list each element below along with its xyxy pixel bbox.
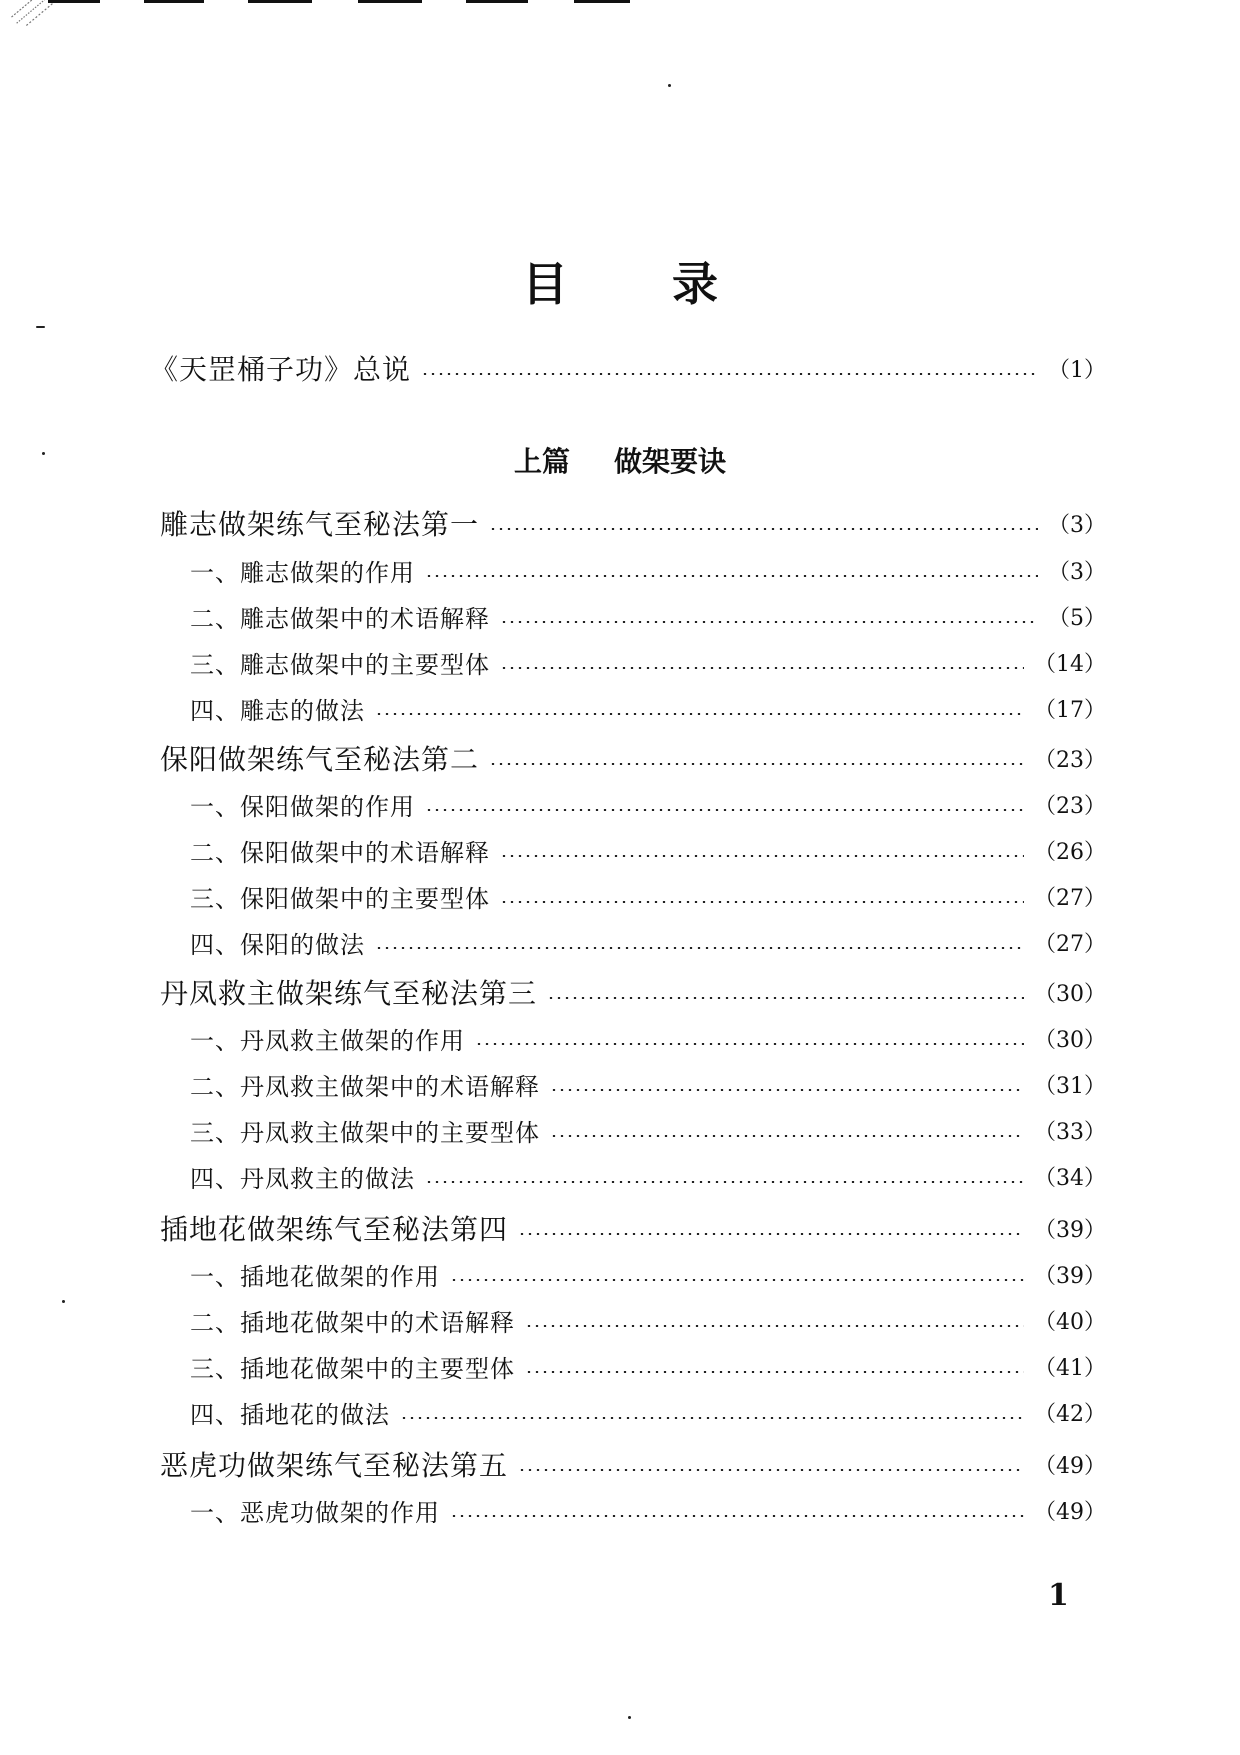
toc-entry-label: 丹凤救主做架练气至秘法第三 xyxy=(160,977,538,1010)
toc-entry-page: （17） xyxy=(1034,697,1106,723)
toc-chapter-entry[interactable] xyxy=(0,1208,1240,1248)
dot-leader xyxy=(547,997,1024,999)
top-rule-4 xyxy=(358,0,422,3)
dot-leader xyxy=(518,1469,1024,1471)
dot-leader xyxy=(450,1279,1024,1281)
toc-section-entry[interactable] xyxy=(0,688,1240,728)
toc-section-entry[interactable] xyxy=(0,1300,1240,1340)
toc-entry-label: 《天罡桶子功》总说 xyxy=(150,353,412,386)
toc-entry-page: （3） xyxy=(1048,512,1106,538)
dot-leader xyxy=(500,901,1024,903)
toc-section-entry[interactable] xyxy=(0,642,1240,682)
part-title: 做架要诀 xyxy=(614,445,727,478)
toc-section-entry[interactable] xyxy=(0,784,1240,824)
dot-leader xyxy=(500,667,1024,669)
title-char-1: 目 xyxy=(522,257,568,311)
dot-leader xyxy=(425,1181,1024,1183)
dot-leader xyxy=(550,1089,1024,1091)
toc-chapter-entry[interactable] xyxy=(0,503,1240,543)
toc-entry-label: 四、丹凤救主的做法 xyxy=(190,1164,415,1193)
toc-section-entry[interactable] xyxy=(0,1346,1240,1386)
page-title xyxy=(0,248,1240,314)
dot-leader xyxy=(421,373,1038,375)
toc-entry-label: 三、丹凤救主做架中的主要型体 xyxy=(190,1118,540,1147)
toc-entry-page: （39） xyxy=(1034,1263,1106,1289)
toc-entry-page: （23） xyxy=(1034,793,1106,819)
toc-entry-page: （31） xyxy=(1034,1073,1106,1099)
toc-entry-page: （14） xyxy=(1034,651,1106,677)
toc-entry-label: 二、插地花做架中的术语解释 xyxy=(190,1308,515,1337)
part-label: 上篇 xyxy=(513,445,570,478)
toc-section-entry[interactable] xyxy=(0,876,1240,916)
toc-entry-label: 二、雕志做架中的术语解释 xyxy=(190,604,490,633)
toc-entry-label: 一、保阳做架的作用 xyxy=(190,792,415,821)
top-rule-6 xyxy=(574,0,630,3)
toc-entry-label: 保阳做架练气至秘法第二 xyxy=(160,743,480,776)
toc-entry-intro[interactable] xyxy=(0,348,1240,388)
dot-leader xyxy=(400,1417,1024,1419)
toc-entry-label: 雕志做架练气至秘法第一 xyxy=(160,508,480,541)
toc-entry-page: （5） xyxy=(1048,605,1106,631)
toc-entry-label: 四、插地花的做法 xyxy=(190,1400,390,1429)
top-rule-5 xyxy=(466,0,528,3)
dot-leader xyxy=(425,809,1024,811)
dot-leader xyxy=(375,947,1024,949)
toc-section-entry[interactable] xyxy=(0,550,1240,590)
toc-entry-page: （41） xyxy=(1034,1355,1106,1381)
toc-entry-page: （30） xyxy=(1034,981,1106,1007)
toc-entry-page: （49） xyxy=(1034,1453,1106,1479)
toc-entry-label: 一、雕志做架的作用 xyxy=(190,558,415,587)
toc-section-entry[interactable] xyxy=(0,596,1240,636)
toc-entry-label: 二、保阳做架中的术语解释 xyxy=(190,838,490,867)
toc-entry-page: （30） xyxy=(1034,1027,1106,1053)
dot-leader xyxy=(475,1043,1024,1045)
toc-section-entry[interactable] xyxy=(0,1254,1240,1294)
scan-speck xyxy=(628,1716,631,1719)
toc-entry-label: 恶虎功做架练气至秘法第五 xyxy=(160,1449,509,1482)
toc-entry-label: 一、恶虎功做架的作用 xyxy=(190,1498,440,1527)
toc-entry-label: 四、雕志的做法 xyxy=(190,696,365,725)
toc-chapter-entry[interactable] xyxy=(0,972,1240,1012)
title-char-2: 录 xyxy=(672,257,718,311)
watermark-stamp xyxy=(2,0,75,52)
top-rule-3 xyxy=(248,0,312,3)
toc-entry-page: （34） xyxy=(1034,1165,1106,1191)
toc-entry-label: 一、丹凤救主做架的作用 xyxy=(190,1026,465,1055)
toc-section-entry[interactable] xyxy=(0,1110,1240,1150)
dot-leader xyxy=(450,1515,1024,1517)
toc-section-entry[interactable] xyxy=(0,1490,1240,1530)
toc-entry-label: 三、保阳做架中的主要型体 xyxy=(190,884,490,913)
dot-leader xyxy=(500,855,1024,857)
toc-entry-label: 插地花做架练气至秘法第四 xyxy=(160,1213,509,1246)
toc-section-entry[interactable] xyxy=(0,922,1240,962)
toc-entry-page: （23） xyxy=(1034,747,1106,773)
part-heading xyxy=(0,440,1240,480)
scan-speck xyxy=(668,84,671,87)
toc-section-entry[interactable] xyxy=(0,1392,1240,1432)
scan-speck xyxy=(36,326,45,328)
toc-entry-label: 二、丹凤救主做架中的术语解释 xyxy=(190,1072,540,1101)
dot-leader xyxy=(550,1135,1024,1137)
dot-leader xyxy=(518,1233,1024,1235)
toc-entry-label: 三、插地花做架中的主要型体 xyxy=(190,1354,515,1383)
toc-entry-page: （49） xyxy=(1034,1499,1106,1525)
toc-section-entry[interactable] xyxy=(0,1064,1240,1104)
dot-leader xyxy=(489,528,1038,530)
toc-entry-page: （42） xyxy=(1034,1401,1106,1427)
toc-entry-page: （27） xyxy=(1034,931,1106,957)
toc-entry-label: 四、保阳的做法 xyxy=(190,930,365,959)
toc-entry-page: （40） xyxy=(1034,1309,1106,1335)
toc-entry-label: 一、插地花做架的作用 xyxy=(190,1262,440,1291)
toc-entry-page: （26） xyxy=(1034,839,1106,865)
toc-section-entry[interactable] xyxy=(0,830,1240,870)
toc-section-entry[interactable] xyxy=(0,1156,1240,1196)
toc-entry-page: （39） xyxy=(1034,1217,1106,1243)
dot-leader xyxy=(525,1371,1024,1373)
page-number: 1 xyxy=(1048,1578,1069,1613)
toc-entry-page: （3） xyxy=(1048,559,1106,585)
top-rule-2 xyxy=(144,0,204,3)
dot-leader xyxy=(425,575,1038,577)
toc-entry-page: （1） xyxy=(1048,357,1106,383)
toc-section-entry[interactable] xyxy=(0,1018,1240,1058)
toc-entry-page: （33） xyxy=(1034,1119,1106,1145)
toc-chapter-entry[interactable] xyxy=(0,738,1240,778)
toc-entry-page: （27） xyxy=(1034,885,1106,911)
toc-entry-label: 三、雕志做架中的主要型体 xyxy=(190,650,490,679)
toc-chapter-entry[interactable] xyxy=(0,1444,1240,1484)
dot-leader xyxy=(489,763,1024,765)
dot-leader xyxy=(500,621,1038,623)
dot-leader xyxy=(375,713,1024,715)
dot-leader xyxy=(525,1325,1024,1327)
